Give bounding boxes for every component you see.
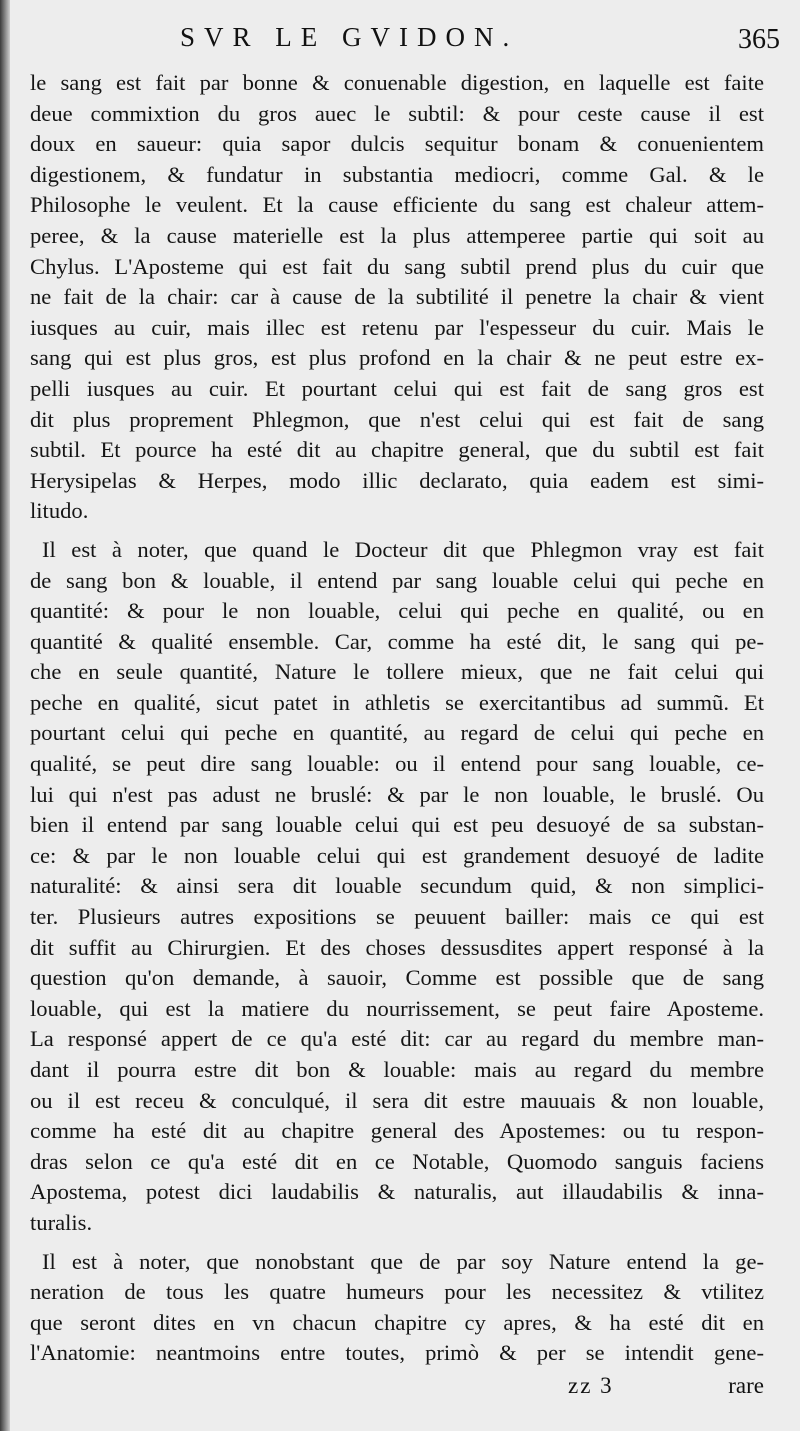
text-line: pourtant celui qui peche en quantité, au regard de celui qui peche en <box>30 720 764 746</box>
text-line: ne fait de la chair: car à cause de la subtilité il penetre la chair & vient <box>30 284 764 310</box>
text-line: comme ha esté dit au chapitre general des Apostemes: ou tu respon- <box>30 1118 764 1144</box>
text-line: naturalité: & ainsi sera dit louable secundum quid, & non simplici- <box>30 873 764 899</box>
text-line: iusques au cuir, mais illec est retenu par l'espesseur du cuir. Mais le <box>30 314 764 340</box>
text-line: le sang est fait par bonne & conuenable digestion, en laquelle est faite <box>30 70 764 95</box>
text-line: quantité & qualité ensemble. Car, comme ha esté dit, le sang qui pe- <box>30 628 764 654</box>
text-line: deue commixtion du gros auec le subtil: & pour ceste cause il est <box>30 100 764 126</box>
page-footer <box>30 1373 764 1409</box>
text-line: dant il pourra estre dit bon & louable: mais au regard du membre <box>30 1057 764 1082</box>
text-line: dit suffit au Chirurgien. Et des choses dessusdites appert responsé à la <box>30 934 764 960</box>
text-line: question qu'on demande, à sauoir, Comme est possible que de sang <box>30 965 764 991</box>
paragraph-gap <box>30 1239 764 1247</box>
text-line: La responsé appert de ce qu'a esté dit: car au regard du membre man- <box>30 1026 764 1052</box>
text-line: que seront dites en vn chacun chapitre cy apres, & ha esté dit en <box>30 1309 764 1335</box>
text-line: de sang bon & louable, il entend par sang louable celui qui peche en <box>30 567 764 593</box>
body-text <box>30 68 764 1369</box>
text-line: dras selon ce qu'a esté dit en ce Notable, Quomodo sanguis faciens <box>30 1148 764 1174</box>
text-line: qualité, se peut dire sang louable: ou il entend pour sang louable, ce- <box>30 751 764 777</box>
text-line: bien il entend par sang louable celui qui est peu desuoyé de sa substan- <box>30 812 764 838</box>
text-line: Herysipelas & Herpes, modo illic declarato, quia eadem est simi- <box>30 467 764 493</box>
text-line: quantité: & pour le non louable, celui qui peche en qualité, ou en <box>30 598 764 624</box>
text-line: pelli iusques au cuir. Et pourtant celui qui est fait de sang gros est <box>30 375 764 401</box>
text-line: litudo. <box>30 498 89 524</box>
text-line: l'Anatomie: neantmoins entre toutes, primò & per se intendit gene- <box>30 1340 764 1366</box>
signature-mark: zz 3 <box>568 1373 614 1398</box>
page-header <box>30 22 780 62</box>
text-line: Il est à noter, que quand le Docteur dit que Phlegmon vray est fait <box>42 536 764 562</box>
text-line: louable, qui est la matiere du nourrissement, se peut faire Aposteme. <box>30 995 764 1021</box>
text-line: peree, & la cause materielle est la plus attemperee partie qui soit au <box>30 222 764 248</box>
text-line: Apostema, potest dici laudabilis & naturalis, aut illaudabilis & inna- <box>30 1179 764 1205</box>
text-line: digestionem, & fundatur in substantia mediocri, comme Gal. & le <box>30 161 764 187</box>
text-line: ce: & par le non louable celui qui est grandement desuoyé de ladite <box>30 842 764 868</box>
text-line: doux en saueur: quia sapor dulcis sequitur bonam & conuenientem <box>30 131 764 157</box>
text-line: ou il est receu & conculqué, il sera dit estre mauuais & non louable, <box>30 1087 764 1113</box>
page-number: 365 <box>738 24 780 55</box>
text-line: lui qui n'est pas adust ne bruslé: & par le non louable, le bruslé. Ou <box>30 781 764 807</box>
text-line: subtil. Et pource ha esté dit au chapitre general, que du subtil est fait <box>30 437 764 463</box>
running-title: SVR LE GVIDON. <box>180 22 519 52</box>
text-line: neration de tous les quatre humeurs pour les necessitez & vtilitez <box>30 1279 764 1305</box>
page-binding-shadow <box>0 0 10 1431</box>
text-line: turalis. <box>30 1209 93 1235</box>
text-line: ter. Plusieurs autres expositions se peuuent bailler: mais ce qui est <box>30 904 764 930</box>
text-line: Philosophe le veulent. Et la cause efficiente du sang est chaleur attem- <box>30 192 764 218</box>
text-line: Il est à noter, que nonobstant que de par soy Nature entend la ge- <box>42 1248 764 1274</box>
text-line: che en seule quantité, Nature le tollere mieux, que ne fait celui qui <box>30 659 764 685</box>
text-line: dit plus proprement Phlegmon, que n'est celui qui est fait de sang <box>30 406 764 432</box>
text-line: peche en qualité, sicut patet in athletis se exercitantibus ad summũ. Et <box>30 689 764 715</box>
paragraph-gap <box>30 527 764 535</box>
text-line: Chylus. L'Aposteme qui est fait du sang subtil prend plus du cuir que <box>30 253 764 279</box>
catchword: rare <box>728 1373 764 1398</box>
text-line: sang qui est plus gros, est plus profond en la chair & ne peut estre ex- <box>30 345 764 371</box>
